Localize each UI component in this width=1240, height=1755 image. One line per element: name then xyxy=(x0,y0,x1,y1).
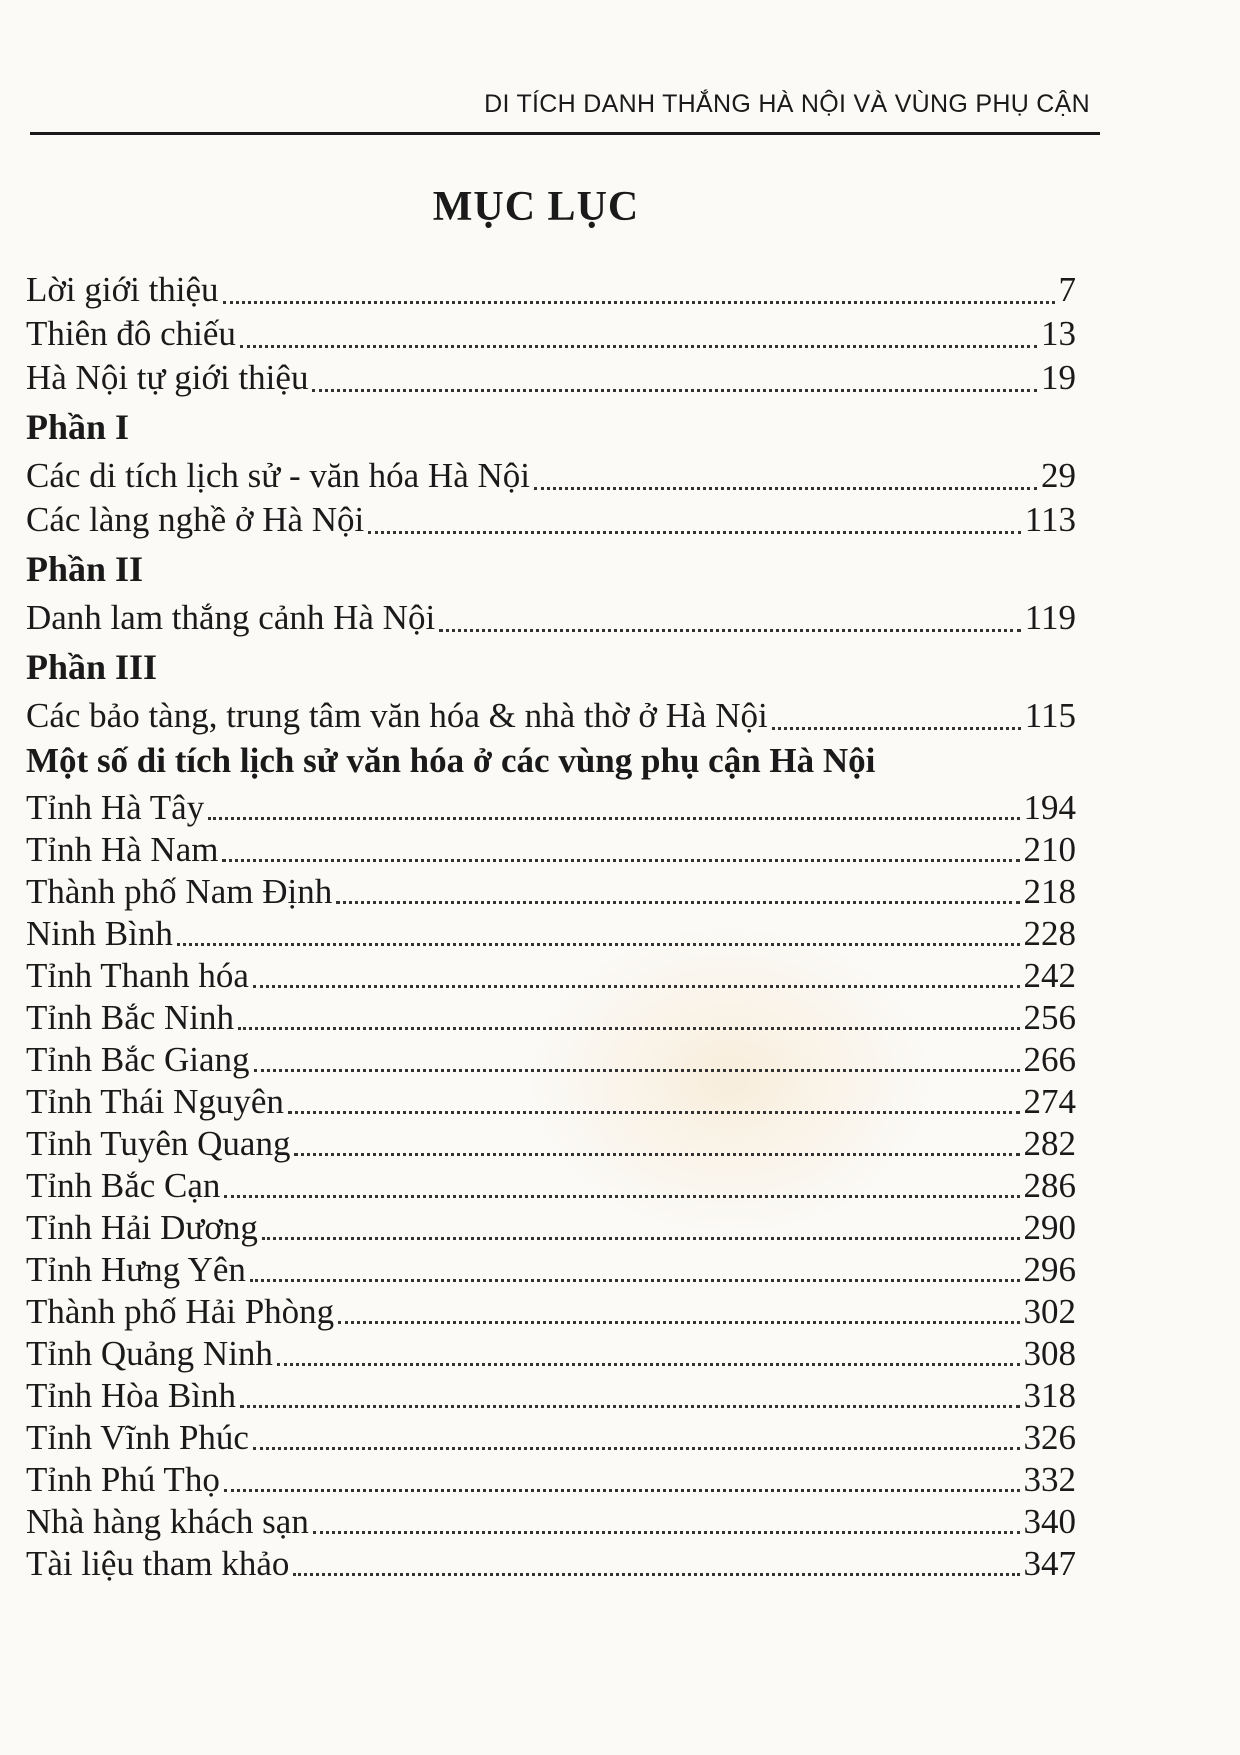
toc-entry-page: 218 xyxy=(1023,872,1076,911)
toc-entry-label: Danh lam thắng cảnh Hà Nội xyxy=(26,598,436,637)
toc-entry xyxy=(26,598,1076,642)
toc-entry xyxy=(26,1334,1076,1376)
toc-entry xyxy=(26,872,1076,914)
table-of-contents xyxy=(26,270,1076,1586)
toc-entry-page: 29 xyxy=(1041,456,1076,495)
toc-entry-page: 210 xyxy=(1023,830,1076,869)
dot-leader xyxy=(262,1237,1020,1240)
toc-entry-label: Tỉnh Hà Tây xyxy=(26,788,205,827)
toc-entry xyxy=(26,1460,1076,1502)
dot-leader xyxy=(534,487,1037,490)
dot-leader xyxy=(240,345,1037,348)
toc-entry-label: Tỉnh Quảng Ninh xyxy=(26,1334,273,1373)
toc-entry-page: 274 xyxy=(1023,1082,1076,1121)
header-rule xyxy=(30,132,1100,135)
toc-entry-page: 119 xyxy=(1024,598,1076,637)
dot-leader xyxy=(224,1195,1019,1198)
dot-leader xyxy=(772,727,1021,730)
toc-entry-page: 7 xyxy=(1058,270,1076,309)
toc-entry-page: 318 xyxy=(1023,1376,1076,1415)
toc-entry xyxy=(26,500,1076,544)
toc-entry-page: 266 xyxy=(1023,1040,1076,1079)
dot-leader xyxy=(288,1111,1020,1114)
toc-entry-page: 228 xyxy=(1023,914,1076,953)
toc-entry-label: Tỉnh Hải Dương xyxy=(26,1208,258,1247)
dot-leader xyxy=(250,1279,1020,1282)
toc-entry-label: Các di tích lịch sử - văn hóa Hà Nội xyxy=(26,456,530,495)
toc-entry xyxy=(26,1502,1076,1544)
toc-entry-label: Ninh Bình xyxy=(26,914,173,953)
toc-entry-label: Tỉnh Hòa Bình xyxy=(26,1376,236,1415)
toc-entry-page: 296 xyxy=(1023,1250,1076,1289)
toc-entry-page: 113 xyxy=(1024,500,1076,539)
toc-entry-label: Các bảo tàng, trung tâm văn hóa & nhà thờ ở Hà Nội xyxy=(26,696,768,735)
dot-leader xyxy=(277,1363,1020,1366)
toc-entry xyxy=(26,914,1076,956)
toc-entry xyxy=(26,830,1076,872)
toc-entry-label: Tỉnh Hà Nam xyxy=(26,830,219,869)
dot-leader xyxy=(439,629,1021,632)
toc-entry-page: 256 xyxy=(1023,998,1076,1037)
toc-entry-label: Hà Nội tự giới thiệu xyxy=(26,358,309,397)
toc-entry xyxy=(26,1418,1076,1460)
part-heading: Phần III xyxy=(26,647,158,687)
dot-leader xyxy=(208,817,1019,820)
toc-entry-label: Tỉnh Phú Thọ xyxy=(26,1460,220,1499)
dot-leader xyxy=(240,1405,1020,1408)
toc-entry-label: Tỉnh Bắc Giang xyxy=(26,1040,250,1079)
running-title: DI TÍCH DANH THẮNG HÀ NỘI VÀ VÙNG PHỤ CẬN xyxy=(484,90,1090,118)
dot-leader xyxy=(253,1447,1020,1450)
intro-entries xyxy=(26,270,1076,402)
toc-entry-page: 19 xyxy=(1041,358,1076,397)
running-header xyxy=(30,60,1100,140)
toc-entry-page: 302 xyxy=(1023,1292,1076,1331)
toc-entry xyxy=(26,456,1076,500)
toc-entry xyxy=(26,1250,1076,1292)
toc-entry-label: Thành phố Nam Định xyxy=(26,872,333,911)
vicinity-entries xyxy=(26,788,1076,1586)
dot-leader xyxy=(222,859,1019,862)
toc-entry xyxy=(26,1544,1076,1586)
toc-entry-label: Tỉnh Hưng Yên xyxy=(26,1250,246,1289)
toc-entry xyxy=(26,314,1076,358)
dot-leader xyxy=(294,1153,1019,1156)
toc-entry-label: Tỉnh Vĩnh Phúc xyxy=(26,1418,249,1457)
toc-entry-label: Tỉnh Thái Nguyên xyxy=(26,1082,284,1121)
dot-leader xyxy=(254,1069,1020,1072)
toc-entry-page: 242 xyxy=(1023,956,1076,995)
toc-entry-page: 290 xyxy=(1023,1208,1076,1247)
toc-entry-page: 347 xyxy=(1023,1544,1076,1583)
toc-entry xyxy=(26,358,1076,402)
dot-leader xyxy=(336,901,1019,904)
toc-entry-label: Tỉnh Tuyên Quang xyxy=(26,1124,291,1163)
dot-leader xyxy=(177,943,1020,946)
part-heading: Phần I xyxy=(26,407,130,447)
dot-leader xyxy=(338,1321,1019,1324)
dot-leader xyxy=(312,389,1037,392)
toc-entry-page: 194 xyxy=(1023,788,1076,827)
toc-entry-label: Nhà hàng khách sạn xyxy=(26,1502,309,1541)
toc-entry-label: Lời giới thiệu xyxy=(26,270,219,309)
toc-entry-page: 340 xyxy=(1023,1502,1076,1541)
toc-entry-label: Các làng nghề ở Hà Nội xyxy=(26,500,365,539)
toc-entry xyxy=(26,696,1076,740)
toc-entry-page: 286 xyxy=(1023,1166,1076,1205)
dot-leader xyxy=(223,301,1055,304)
toc-entry xyxy=(26,998,1076,1040)
toc-entry-label: Tỉnh Bắc Ninh xyxy=(26,998,235,1037)
toc-entry-page: 326 xyxy=(1023,1418,1076,1457)
section-heading: Một số di tích lịch sử văn hóa ở các vùng phụ cận Hà Nội xyxy=(26,741,876,780)
toc-entry-page: 332 xyxy=(1023,1460,1076,1499)
toc-entry xyxy=(26,956,1076,998)
dot-leader xyxy=(368,531,1021,534)
toc-entry xyxy=(26,1166,1076,1208)
part-heading: Phần II xyxy=(26,549,144,589)
toc-entry-page: 13 xyxy=(1041,314,1076,353)
toc-entry-label: Tỉnh Thanh hóa xyxy=(26,956,249,995)
toc-entry-label: Tỉnh Bắc Cạn xyxy=(26,1166,221,1205)
toc-entry-label: Tài liệu tham khảo xyxy=(26,1544,290,1583)
toc-entry-page: 282 xyxy=(1023,1124,1076,1163)
toc-entry xyxy=(26,1376,1076,1418)
dot-leader xyxy=(253,985,1020,988)
toc-entry xyxy=(26,1082,1076,1124)
toc-entry-page: 308 xyxy=(1023,1334,1076,1373)
toc-entry xyxy=(26,270,1076,314)
dot-leader xyxy=(293,1573,1019,1576)
toc-entry xyxy=(26,788,1076,830)
page-title: MỤC LỤC xyxy=(432,184,640,230)
toc-entry xyxy=(26,1040,1076,1082)
dot-leader xyxy=(313,1531,1020,1534)
toc-entry xyxy=(26,1124,1076,1166)
toc-entry xyxy=(26,1292,1076,1334)
toc-entry-page: 115 xyxy=(1024,696,1076,735)
toc-entry-label: Thiên đô chiếu xyxy=(26,314,236,353)
dot-leader xyxy=(224,1489,1020,1492)
toc-entry-label: Thành phố Hải Phòng xyxy=(26,1292,335,1331)
toc-entry xyxy=(26,1208,1076,1250)
dot-leader xyxy=(238,1027,1019,1030)
